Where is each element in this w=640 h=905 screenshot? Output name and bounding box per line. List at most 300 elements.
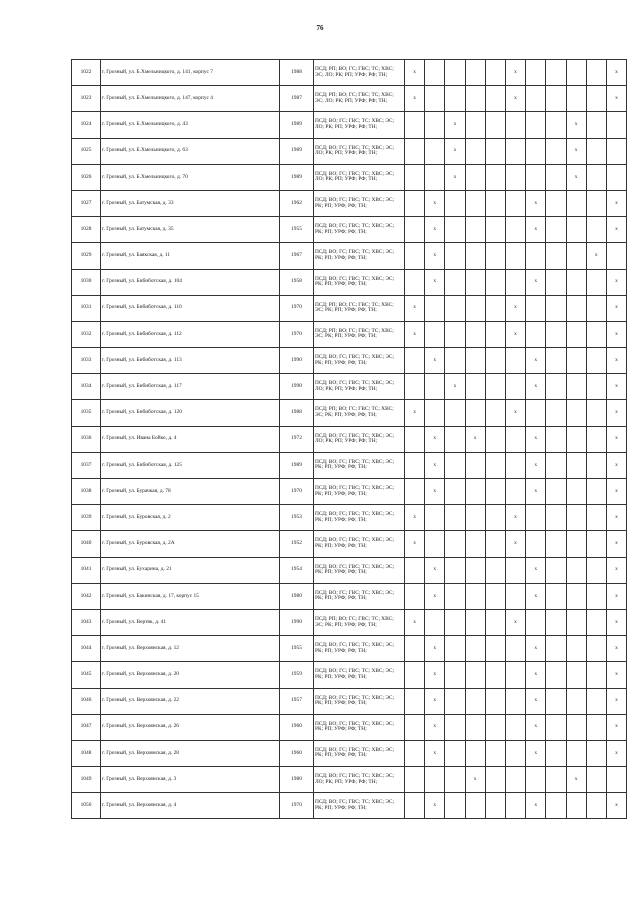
row-mark: x <box>526 479 546 505</box>
row-mark: x <box>606 217 626 243</box>
row-mark-cell <box>586 662 606 688</box>
row-mark-cell <box>485 531 505 557</box>
row-mark: x <box>566 767 586 793</box>
row-mark-cell <box>445 740 465 766</box>
row-mark-cell <box>465 348 485 374</box>
row-mark-cell <box>505 662 525 688</box>
row-mark-cell <box>445 662 465 688</box>
row-mark-cell <box>546 609 566 635</box>
row-mark-cell <box>546 583 566 609</box>
row-number: 1022 <box>72 60 101 86</box>
row-mark-cell <box>445 479 465 505</box>
row-mark-cell <box>586 374 606 400</box>
table-row <box>72 217 627 243</box>
row-mark-cell <box>445 426 465 452</box>
row-mark-cell <box>546 400 566 426</box>
row-mark-cell <box>445 583 465 609</box>
row-number: 1045 <box>72 662 101 688</box>
row-mark-cell <box>586 531 606 557</box>
row-mark-cell <box>546 452 566 478</box>
row-mark: x <box>526 662 546 688</box>
row-mark-cell <box>566 269 586 295</box>
row-mark-cell <box>546 688 566 714</box>
row-works-list: ПСД; РП; ВО; ГС; ГВС; ТС; ХВС; ЭС; РК; РП; УРФ; РФ; ТН; <box>314 609 405 635</box>
row-number: 1044 <box>72 636 101 662</box>
row-works-list: ПСД; ВО; ГС; ГВС; ТС; ХВС; ЭС; РК; РП; УРФ; РФ; ТН; <box>314 688 405 714</box>
row-address: г. Грозный, ул. Бакинская, д. 17, корпус 15 <box>101 583 280 609</box>
row-address: г. Грозный, ул. Б.Хмельницкого, д. 63 <box>101 138 280 164</box>
row-mark-cell <box>526 767 546 793</box>
row-mark-cell <box>505 374 525 400</box>
row-mark: x <box>606 531 626 557</box>
row-number: 1049 <box>72 767 101 793</box>
table-row <box>72 662 627 688</box>
row-mark: x <box>405 609 425 635</box>
row-number: 1034 <box>72 374 101 400</box>
row-address: г. Грозный, ул. Ивана Бойко, д. 4 <box>101 426 280 452</box>
row-mark-cell <box>526 505 546 531</box>
row-mark: x <box>606 662 626 688</box>
row-mark-cell <box>586 426 606 452</box>
row-mark: x <box>606 86 626 112</box>
row-mark-cell <box>586 767 606 793</box>
row-address: г. Грозный, ул. Бибиботская, д. 110 <box>101 295 280 321</box>
row-mark-cell <box>526 138 546 164</box>
row-mark-cell <box>526 86 546 112</box>
row-number: 1039 <box>72 505 101 531</box>
row-mark: x <box>606 557 626 583</box>
row-address: г. Грозный, ул. Бибиботская, д. 120 <box>101 400 280 426</box>
row-address: г. Грозный, ул. Бибиботская, д. 112 <box>101 321 280 347</box>
row-mark-cell <box>485 767 505 793</box>
row-works-list: ПСД; ВО; ГС; ГВС; ТС; ХВС; ЭС; ЛО; РК; РП; УРФ; РФ; ТН; <box>314 138 405 164</box>
row-mark-cell <box>586 190 606 216</box>
row-mark-cell <box>485 609 505 635</box>
row-mark-cell <box>425 609 445 635</box>
row-mark-cell <box>505 793 525 819</box>
table-row <box>72 112 627 138</box>
row-works-list: ПСД; ВО; ГС; ГВС; ТС; ХВС; ЭС; ЛО; РК; РП; УРФ; РФ; ТН; <box>314 374 405 400</box>
row-number: 1037 <box>72 452 101 478</box>
row-mark-cell <box>586 609 606 635</box>
row-mark-cell <box>445 60 465 86</box>
row-year: 1955 <box>280 636 314 662</box>
row-mark-cell <box>505 269 525 295</box>
row-mark-cell <box>405 793 425 819</box>
row-mark: x <box>606 714 626 740</box>
row-mark: x <box>606 269 626 295</box>
row-mark-cell <box>445 321 465 347</box>
row-mark-cell <box>546 138 566 164</box>
row-mark-cell <box>546 86 566 112</box>
row-mark: x <box>526 452 546 478</box>
row-mark-cell <box>405 662 425 688</box>
row-works-list: ПСД; ВО; ГС; ГВС; ТС; ХВС; ЭС; РК; РП; УРФ; РФ; ТН; <box>314 269 405 295</box>
row-works-list: ПСД; ВО; ГС; ГВС; ТС; ХВС; ЭС; РК; РП; УРФ; РФ; ТН; <box>314 217 405 243</box>
row-mark-cell <box>425 531 445 557</box>
row-year: 1980 <box>280 583 314 609</box>
row-mark-cell <box>566 190 586 216</box>
table-row <box>72 190 627 216</box>
row-mark-cell <box>505 112 525 138</box>
row-mark-cell <box>465 531 485 557</box>
row-year: 1987 <box>280 86 314 112</box>
row-mark-cell <box>425 60 445 86</box>
row-mark: x <box>606 295 626 321</box>
row-mark-cell <box>505 688 525 714</box>
row-mark-cell <box>546 243 566 269</box>
row-mark: x <box>425 688 445 714</box>
row-works-list: ПСД; ВО; ГС; ГВС; ТС; ХВС; ЭС; РК; РП; УРФ; РФ; ТН; <box>314 531 405 557</box>
row-mark-cell <box>445 400 465 426</box>
row-mark: x <box>606 374 626 400</box>
row-year: 1989 <box>280 164 314 190</box>
row-mark-cell <box>566 374 586 400</box>
row-mark-cell <box>526 60 546 86</box>
row-address: г. Грозный, ул. Верхоянская, д. 3 <box>101 767 280 793</box>
table-row <box>72 505 627 531</box>
row-mark-cell <box>485 60 505 86</box>
row-address: г. Грозный, ул. Баякская, д. 11 <box>101 243 280 269</box>
row-mark-cell <box>405 112 425 138</box>
row-mark-cell <box>405 636 425 662</box>
row-mark-cell <box>566 583 586 609</box>
row-mark-cell <box>566 793 586 819</box>
row-mark-cell <box>505 636 525 662</box>
row-mark-cell <box>405 374 425 400</box>
row-works-list: ПСД; РП; ВО; ГС; ГВС; ТС; ХВС; ЭС; РК; РП; УРФ; РФ; ТН; <box>314 400 405 426</box>
row-mark: x <box>425 740 445 766</box>
row-address: г. Грозный, ул. Бухарина, д. 21 <box>101 557 280 583</box>
row-mark-cell <box>526 112 546 138</box>
row-mark-cell <box>445 243 465 269</box>
row-mark-cell <box>546 112 566 138</box>
row-mark-cell <box>526 400 546 426</box>
row-mark: x <box>425 714 445 740</box>
row-mark-cell <box>445 295 465 321</box>
row-number: 1032 <box>72 321 101 347</box>
row-mark-cell <box>465 557 485 583</box>
row-address: г. Грозный, ул. Батумская, д. 33 <box>101 190 280 216</box>
row-mark: x <box>505 505 525 531</box>
row-works-list: ПСД; ВО; ГС; ГВС; ТС; ХВС; ЭС; ЛО; РК; РП; УРФ; РФ; ТН; <box>314 767 405 793</box>
row-year: 1972 <box>280 426 314 452</box>
row-works-list: ПСД; ВО; ГС; ГВС; ТС; ХВС; ЭС; РК; РП; УРФ; РФ; ТН; <box>314 662 405 688</box>
row-mark-cell <box>405 714 425 740</box>
row-address: г. Грозный, ул. Верхоянская, д. 28 <box>101 740 280 766</box>
row-year: 1959 <box>280 662 314 688</box>
row-mark-cell <box>586 740 606 766</box>
row-year: 1970 <box>280 479 314 505</box>
table-row <box>72 688 627 714</box>
row-mark-cell <box>425 321 445 347</box>
row-mark-cell <box>505 583 525 609</box>
row-address: г. Грозный, ул. Верхоянская, д. 22 <box>101 688 280 714</box>
row-year: 1970 <box>280 295 314 321</box>
row-mark-cell <box>485 479 505 505</box>
row-mark-cell <box>586 321 606 347</box>
row-works-list: ПСД; РП; ВО; ГС; ГВС; ТС; ХВС; ЭС; РК; РП; УРФ; РФ; ТН; <box>314 321 405 347</box>
row-address: г. Грозный, ул. Бибиботская, д. 117 <box>101 374 280 400</box>
row-mark: x <box>526 688 546 714</box>
row-address: г. Грозный, ул. Верхоянская, д. 4 <box>101 793 280 819</box>
row-mark-cell <box>405 269 425 295</box>
row-mark-cell <box>405 190 425 216</box>
row-number: 1033 <box>72 348 101 374</box>
row-mark-cell <box>586 688 606 714</box>
row-year: 1962 <box>280 190 314 216</box>
row-mark: x <box>425 269 445 295</box>
row-mark-cell <box>465 609 485 635</box>
row-mark-cell <box>566 86 586 112</box>
row-year: 1990 <box>280 374 314 400</box>
row-mark-cell <box>546 217 566 243</box>
row-mark: x <box>425 190 445 216</box>
table-row <box>72 609 627 635</box>
row-mark-cell <box>566 688 586 714</box>
row-mark-cell <box>546 269 566 295</box>
row-address: г. Грозный, ул. Б.Хмельницкого, д. 147, корпус 4 <box>101 86 280 112</box>
row-year: 1960 <box>280 740 314 766</box>
row-mark-cell <box>566 321 586 347</box>
row-mark-cell <box>465 190 485 216</box>
row-works-list: ПСД; ВО; ГС; ГВС; ТС; ХВС; ЭС; РК; РП; УРФ; РФ; ТН; <box>314 505 405 531</box>
row-mark: x <box>405 531 425 557</box>
table-row <box>72 400 627 426</box>
table-row <box>72 138 627 164</box>
row-mark: x <box>445 164 465 190</box>
table-row <box>72 243 627 269</box>
row-mark-cell <box>505 740 525 766</box>
row-address: г. Грозный, ул. Вертяк, д. 41 <box>101 609 280 635</box>
row-mark-cell <box>546 348 566 374</box>
row-number: 1024 <box>72 112 101 138</box>
row-mark-cell <box>405 583 425 609</box>
row-mark-cell <box>606 112 626 138</box>
row-mark-cell <box>505 767 525 793</box>
row-mark: x <box>425 793 445 819</box>
row-mark-cell <box>526 243 546 269</box>
row-mark-cell <box>445 348 465 374</box>
row-mark: x <box>526 217 546 243</box>
row-mark-cell <box>606 164 626 190</box>
row-mark-cell <box>465 740 485 766</box>
row-year: 1958 <box>280 269 314 295</box>
row-year: 1990 <box>280 348 314 374</box>
row-mark: x <box>425 348 445 374</box>
row-mark-cell <box>505 138 525 164</box>
row-mark: x <box>445 138 465 164</box>
row-number: 1023 <box>72 86 101 112</box>
row-mark: x <box>505 86 525 112</box>
row-mark: x <box>405 86 425 112</box>
row-mark-cell <box>566 295 586 321</box>
row-number: 1046 <box>72 688 101 714</box>
row-number: 1042 <box>72 583 101 609</box>
row-number: 1047 <box>72 714 101 740</box>
row-mark-cell <box>546 190 566 216</box>
table-row <box>72 557 627 583</box>
row-mark: x <box>405 321 425 347</box>
row-works-list: ПСД; ВО; ГС; ГВС; ТС; ХВС; ЭС; РК; РП; УРФ; РФ; ТН; <box>314 793 405 819</box>
row-address: г. Грозный, ул. Верхоянская, д. 20 <box>101 662 280 688</box>
row-mark-cell <box>566 714 586 740</box>
row-mark: x <box>425 452 445 478</box>
row-mark-cell <box>465 112 485 138</box>
row-mark-cell <box>566 531 586 557</box>
row-number: 1038 <box>72 479 101 505</box>
row-mark-cell <box>586 636 606 662</box>
row-mark: x <box>606 348 626 374</box>
table-row <box>72 740 627 766</box>
row-mark-cell <box>465 321 485 347</box>
row-mark-cell <box>546 740 566 766</box>
row-address: г. Грозный, ул. Верхоянская, д. 26 <box>101 714 280 740</box>
row-mark-cell <box>505 217 525 243</box>
table-row <box>72 583 627 609</box>
row-mark-cell <box>546 374 566 400</box>
row-mark-cell <box>405 164 425 190</box>
row-mark-cell <box>485 662 505 688</box>
row-year: 1952 <box>280 531 314 557</box>
row-mark-cell <box>465 714 485 740</box>
row-mark-cell <box>526 295 546 321</box>
row-mark-cell <box>425 138 445 164</box>
row-mark-cell <box>465 400 485 426</box>
row-mark-cell <box>405 348 425 374</box>
row-works-list: ПСД; ВО; ГС; ГВС; ТС; ХВС; ЭС; РК; РП; УРФ; РФ; ТН; <box>314 740 405 766</box>
row-year: 1954 <box>280 557 314 583</box>
row-mark-cell <box>405 138 425 164</box>
row-works-list: ПСД; ВО; ГС; ГВС; ТС; ХВС; ЭС; ЛО; РК; РП; УРФ; РФ; ТН; <box>314 112 405 138</box>
row-works-list: ПСД; РП; ВО; ГС; ГВС; ТС; ХВС; ЭС; ЛО; РК; РП; УРФ; РФ; ТН; <box>314 86 405 112</box>
row-mark-cell <box>425 400 445 426</box>
row-mark: x <box>425 426 445 452</box>
row-mark: x <box>606 400 626 426</box>
row-mark-cell <box>485 217 505 243</box>
row-address: г. Грозный, ул. Б.Хмельницкого, д. 70 <box>101 164 280 190</box>
row-mark: x <box>606 740 626 766</box>
row-mark-cell <box>485 452 505 478</box>
row-address: г. Грозный, ул. Б.Хмельницкого, д. 141, корпус 7 <box>101 60 280 86</box>
row-mark-cell <box>586 138 606 164</box>
row-mark: x <box>566 164 586 190</box>
row-mark-cell <box>445 452 465 478</box>
row-mark-cell <box>526 609 546 635</box>
table-row <box>72 793 627 819</box>
row-mark-cell <box>505 243 525 269</box>
table-row <box>72 321 627 347</box>
row-mark-cell <box>586 505 606 531</box>
row-mark: x <box>606 426 626 452</box>
row-number: 1050 <box>72 793 101 819</box>
row-mark-cell <box>566 662 586 688</box>
row-mark-cell <box>425 505 445 531</box>
row-mark-cell <box>465 583 485 609</box>
row-mark: x <box>606 636 626 662</box>
row-mark: x <box>505 60 525 86</box>
row-mark-cell <box>526 164 546 190</box>
row-mark-cell <box>465 374 485 400</box>
row-mark-cell <box>465 662 485 688</box>
row-mark: x <box>425 583 445 609</box>
row-mark-cell <box>405 243 425 269</box>
row-mark-cell <box>405 767 425 793</box>
row-mark-cell <box>546 321 566 347</box>
row-year: 1970 <box>280 793 314 819</box>
row-mark: x <box>425 479 445 505</box>
row-year: 1989 <box>280 138 314 164</box>
row-address: г. Грозный, ул. Бибиботская, д. 125 <box>101 452 280 478</box>
row-mark-cell <box>485 557 505 583</box>
row-mark: x <box>606 583 626 609</box>
row-works-list: ПСД; РП; ВО; ГС; ГВС; ТС; ХВС; ЭС; ЛО; РК; РП; УРФ; РФ; ТН; <box>314 60 405 86</box>
row-mark-cell <box>485 164 505 190</box>
row-mark-cell <box>606 138 626 164</box>
row-mark-cell <box>405 557 425 583</box>
row-mark-cell <box>445 190 465 216</box>
row-mark: x <box>445 374 465 400</box>
row-address: г. Грозный, ул. Верхоянская, д. 12 <box>101 636 280 662</box>
table-row <box>72 636 627 662</box>
table-row <box>72 348 627 374</box>
row-mark: x <box>505 609 525 635</box>
row-mark-cell <box>465 60 485 86</box>
row-mark-cell <box>586 583 606 609</box>
row-mark: x <box>606 452 626 478</box>
table-row <box>72 269 627 295</box>
table-row <box>72 295 627 321</box>
row-mark-cell <box>465 138 485 164</box>
row-mark-cell <box>586 452 606 478</box>
row-mark-cell <box>425 767 445 793</box>
row-mark-cell <box>505 557 525 583</box>
row-mark-cell <box>485 295 505 321</box>
row-mark-cell <box>445 767 465 793</box>
row-number: 1030 <box>72 269 101 295</box>
row-mark-cell <box>546 793 566 819</box>
row-mark-cell <box>586 217 606 243</box>
row-mark-cell <box>586 269 606 295</box>
row-address: г. Грозный, ул. Бурачкая, д. 78 <box>101 479 280 505</box>
row-mark-cell <box>405 688 425 714</box>
row-works-list: ПСД; ВО; ГС; ГВС; ТС; ХВС; ЭС; ЛО; РК; РП; УРФ; РФ; ТН; <box>314 164 405 190</box>
row-mark-cell <box>405 452 425 478</box>
row-mark-cell <box>586 479 606 505</box>
row-number: 1029 <box>72 243 101 269</box>
row-works-list: ПСД; ВО; ГС; ГВС; ТС; ХВС; ЭС; РК; РП; УРФ; РФ; ТН; <box>314 714 405 740</box>
row-mark-cell <box>485 793 505 819</box>
row-mark-cell <box>546 714 566 740</box>
row-year: 1990 <box>280 609 314 635</box>
row-mark-cell <box>526 531 546 557</box>
row-mark-cell <box>425 112 445 138</box>
row-year: 1960 <box>280 714 314 740</box>
row-year: 1989 <box>280 452 314 478</box>
row-mark-cell <box>546 531 566 557</box>
row-mark-cell <box>445 793 465 819</box>
table-row <box>72 86 627 112</box>
row-mark: x <box>405 505 425 531</box>
row-mark-cell <box>566 400 586 426</box>
row-address: г. Грозный, ул. Буровская, д. 2 <box>101 505 280 531</box>
row-mark: x <box>526 190 546 216</box>
row-mark-cell <box>445 531 465 557</box>
row-mark: x <box>425 636 445 662</box>
row-works-list: ПСД; ВО; ГС; ГВС; ТС; ХВС; ЭС; РК; РП; УРФ; РФ; ТН; <box>314 243 405 269</box>
row-mark-cell <box>546 60 566 86</box>
row-number: 1035 <box>72 400 101 426</box>
